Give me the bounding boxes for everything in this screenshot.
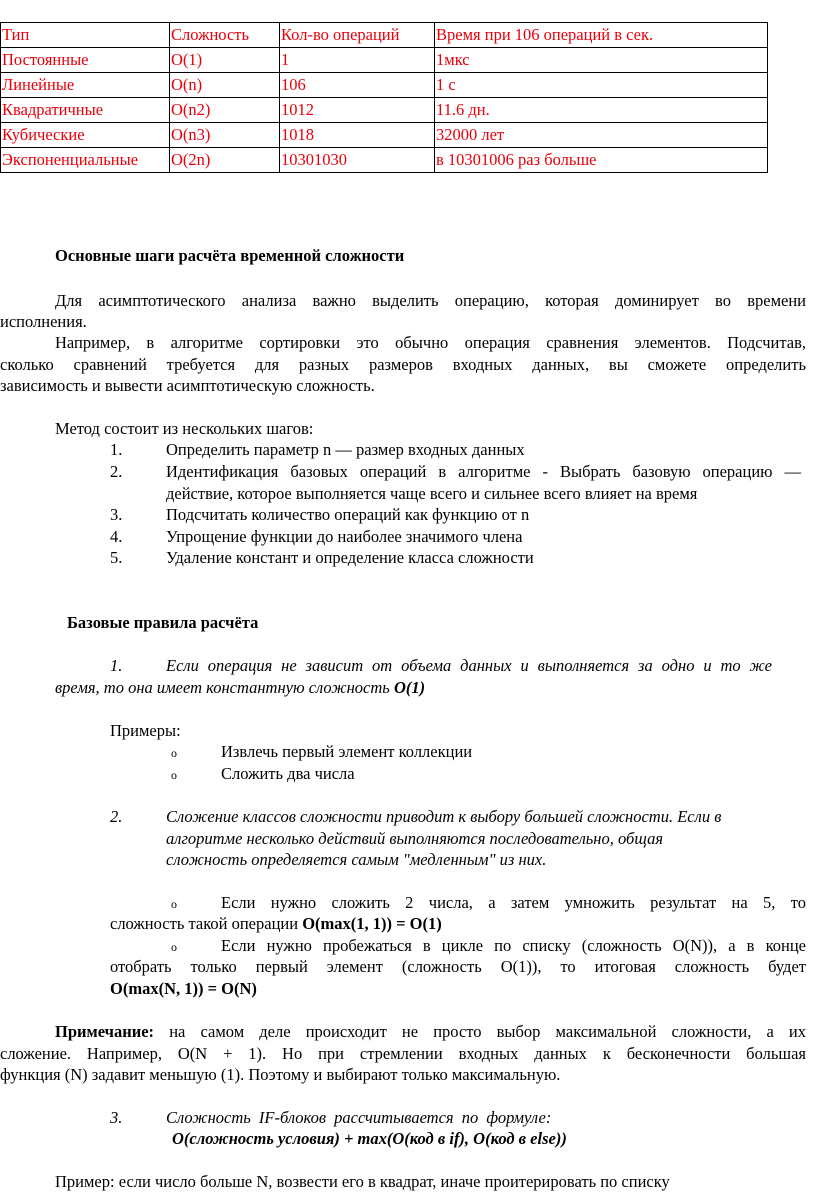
table-row	[1, 148, 768, 173]
paragraph-line: Для асимптотического анализа важно выделить операцию, которая доминирует во времени	[55, 291, 806, 310]
method-intro: Метод состоит из нескольких шагов:	[55, 419, 314, 438]
header-cell: Тип	[1, 23, 170, 48]
table-cell: O(n3)	[170, 123, 280, 148]
step-text: Определить параметр n — размер входных данных	[166, 440, 525, 459]
step-text: действие, которое выполняется чаще всего и сильнее всего влияет на время	[166, 484, 698, 503]
examples-label: Примеры:	[110, 721, 181, 740]
formula: O(1)	[393, 678, 426, 697]
bullet-icon: o	[171, 768, 177, 782]
table-cell: 1мкс	[435, 48, 768, 73]
table-cell: Линейные	[1, 73, 170, 98]
rule-text: алгоритме несколько действий выполняются последовательно, общая	[166, 829, 664, 848]
step-text: Подсчитать количество операций как функцию от n	[166, 505, 530, 524]
rule-text: Сложение классов сложности приводит к выбору большей сложности. Если в	[166, 807, 722, 826]
bullet-icon: o	[171, 746, 177, 760]
paragraph-line: сколько сравнений требуется для разных размеров входных данных, вы сможете определить	[0, 355, 806, 374]
table-row	[1, 73, 768, 98]
table-cell: 1 с	[435, 73, 768, 98]
header-cell: Сложность	[170, 23, 280, 48]
table-cell: Экспоненциальные	[1, 148, 170, 173]
rule-text: Если операция не зависит от объема данных и выполняется за одно и то же	[166, 656, 772, 675]
section-title: Базовые правила расчёта	[67, 613, 259, 632]
step-number: 3.	[110, 505, 123, 524]
formula: O(max(N, 1)) = O(N)	[110, 979, 257, 998]
table-cell: O(n2)	[170, 98, 280, 123]
section-title: Основные шаги расчёта временной сложности	[55, 246, 405, 265]
rule-text: Сложность IF-блоков рассчитывается по формуле:	[166, 1108, 552, 1127]
step-number: 2.	[110, 462, 123, 481]
table-cell: O(n)	[170, 73, 280, 98]
complexity-table	[0, 22, 768, 173]
step-text: Упрощение функции до наиболее значимого члена	[166, 527, 523, 546]
rule-number: 1.	[110, 656, 123, 675]
paragraph-line: исполнения.	[0, 312, 87, 331]
list-item: Извлечь первый элемент коллекции	[221, 742, 473, 761]
step-number: 5.	[110, 548, 123, 567]
table-cell: в 10301006 раз больше	[435, 148, 768, 173]
note-line: Примечание: на самом деле происходит не просто выбор максимальной сложности, а их	[55, 1022, 806, 1041]
table-row	[1, 48, 768, 73]
header-cell: Время при 106 операций в сек.	[435, 23, 768, 48]
table-cell: 1012	[280, 98, 435, 123]
table-cell: 10301030	[280, 148, 435, 173]
note-line: функция (N) задавит меньшую (1). Поэтому и выбирают только максимальную.	[0, 1065, 561, 1084]
formula: O(max(1, 1)) = O(1)	[302, 914, 442, 933]
table-cell: O(1)	[170, 48, 280, 73]
table-row	[1, 98, 768, 123]
table-cell: Кубические	[1, 123, 170, 148]
table-cell: Постоянные	[1, 48, 170, 73]
table-cell: 106	[280, 73, 435, 98]
step-number: 4.	[110, 527, 123, 546]
formula: O(сложность условия) + max(O(код в if), O(код в else))	[172, 1129, 567, 1148]
rule-text: время, то она имеет константную сложность O(1)	[55, 678, 426, 697]
rule-text: сложность определяется самым "медленным" из них.	[166, 850, 547, 869]
example-text: Если нужно пробежаться в цикле по списку (сложность O(N)), а в конце	[221, 936, 806, 955]
table-cell: Квадратичные	[1, 98, 170, 123]
step-text: Удаление констант и определение класса сложности	[166, 548, 534, 567]
table-cell: O(2n)	[170, 148, 280, 173]
table-cell: 32000 лет	[435, 123, 768, 148]
paragraph-line: зависимость и вывести асимптотическую сложность.	[0, 376, 375, 395]
table-cell: 1018	[280, 123, 435, 148]
step-text: Идентификация базовых операций в алгоритме - Выбрать базовую операцию —	[166, 462, 801, 481]
table-cell: 1	[280, 48, 435, 73]
example-text: сложность такой операции O(max(1, 1)) = O(1)	[110, 914, 442, 933]
header-cell: Кол-во операций	[280, 23, 435, 48]
bullet-icon: o	[171, 897, 177, 911]
rule-number: 3.	[110, 1108, 123, 1127]
rule-number: 2.	[110, 807, 123, 826]
bullet-icon: o	[171, 940, 177, 954]
table-cell: 11.6 дн.	[435, 98, 768, 123]
list-item: Сложить два числа	[221, 764, 355, 783]
table-header-row	[1, 23, 768, 48]
note-line: сложение. Например, O(N + 1). Но при стремлении входных данных к бесконечности большая	[0, 1044, 806, 1063]
paragraph-line: Пример: если число больше N, возвести его в квадрат, иначе проитерировать по списку	[55, 1172, 670, 1191]
table-row	[1, 123, 768, 148]
step-number: 1.	[110, 440, 123, 459]
note-label: Примечание:	[55, 1022, 155, 1041]
paragraph-line: Например, в алгоритме сортировки это обычно операция сравнения элементов. Подсчитав,	[55, 333, 806, 352]
example-text: Если нужно сложить 2 числа, а затем умножить результат на 5, то	[221, 893, 806, 912]
example-text: отобрать только первый элемент (сложность O(1)), то итоговая сложность будет	[110, 957, 806, 976]
